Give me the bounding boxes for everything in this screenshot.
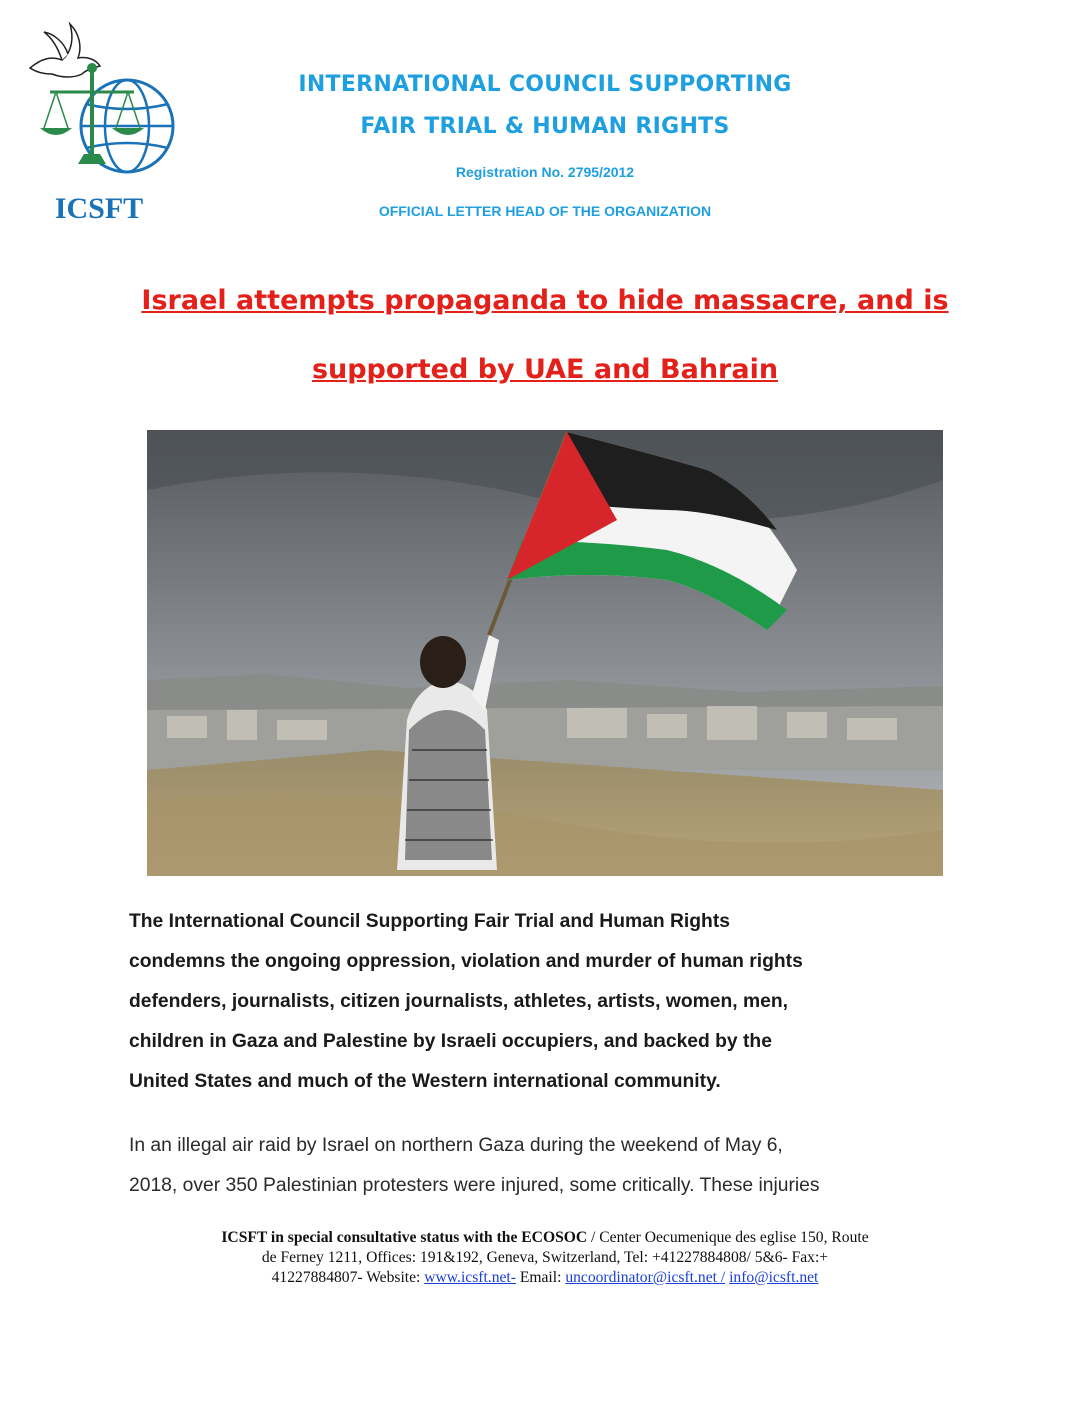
address-part-1: / Center Oecumenique des eglise 150, Route (587, 1229, 869, 1246)
registration-number: Registration No. 2795/2012 (455, 164, 635, 180)
footer-line-1 (120, 1228, 970, 1248)
organization-name-line-1: INTERNATIONAL COUNCIL SUPPORTING (298, 72, 792, 97)
intro-line: United States and much of the Western international community. (129, 1071, 721, 1092)
intro-paragraph (129, 902, 989, 1102)
organization-name-line-2: FAIR TRIAL & HUMAN RIGHTS (360, 114, 730, 139)
email-link-info[interactable]: info@icsft.net (729, 1269, 819, 1286)
footer-line-3 (120, 1268, 970, 1288)
scales-globe-dove-icon (22, 8, 182, 198)
headline-line-2: supported by UAE and Bahrain (311, 354, 779, 385)
body-line: In an illegal air raid by Israel on northern Gaza during the weekend of May 6, (129, 1135, 783, 1156)
intro-line: defenders, journalists, citizen journalists, athletes, artists, women, men, (129, 991, 788, 1012)
intro-line: children in Gaza and Palestine by Israeli occupiers, and backed by the (129, 1031, 772, 1052)
intro-line: The International Council Supporting Fair Trial and Human Rights (129, 911, 730, 932)
flag-photo (147, 430, 943, 876)
body-line: 2018, over 350 Palestinian protesters were injured, some critically. These injuries (129, 1175, 820, 1196)
consultative-status: ICSFT in special consultative status with the ECOSOC (221, 1229, 588, 1246)
website-link[interactable]: www.icsft.net- (424, 1269, 516, 1286)
intro-line: condemns the ongoing oppression, violation and murder of human rights (129, 951, 803, 972)
letterhead-label: OFFICIAL LETTER HEAD OF THE ORGANIZATION (378, 203, 712, 219)
fax-website-label: 41227884807- Website: (271, 1269, 425, 1286)
logo-acronym: ICSFT (54, 192, 144, 225)
footer-contact (120, 1228, 970, 1288)
body-paragraph (129, 1126, 989, 1206)
email-link-coordinator[interactable]: uncoordinator@icsft.net / (565, 1269, 726, 1286)
email-label: Email: (515, 1269, 566, 1286)
footer-line-2: de Ferney 1211, Offices: 191&192, Geneva, Switzerland, Tel: +41227884808/ 5&6- Fax:+ (261, 1249, 829, 1266)
headline-line-1: Israel attempts propaganda to hide massacre, and is (141, 285, 949, 316)
